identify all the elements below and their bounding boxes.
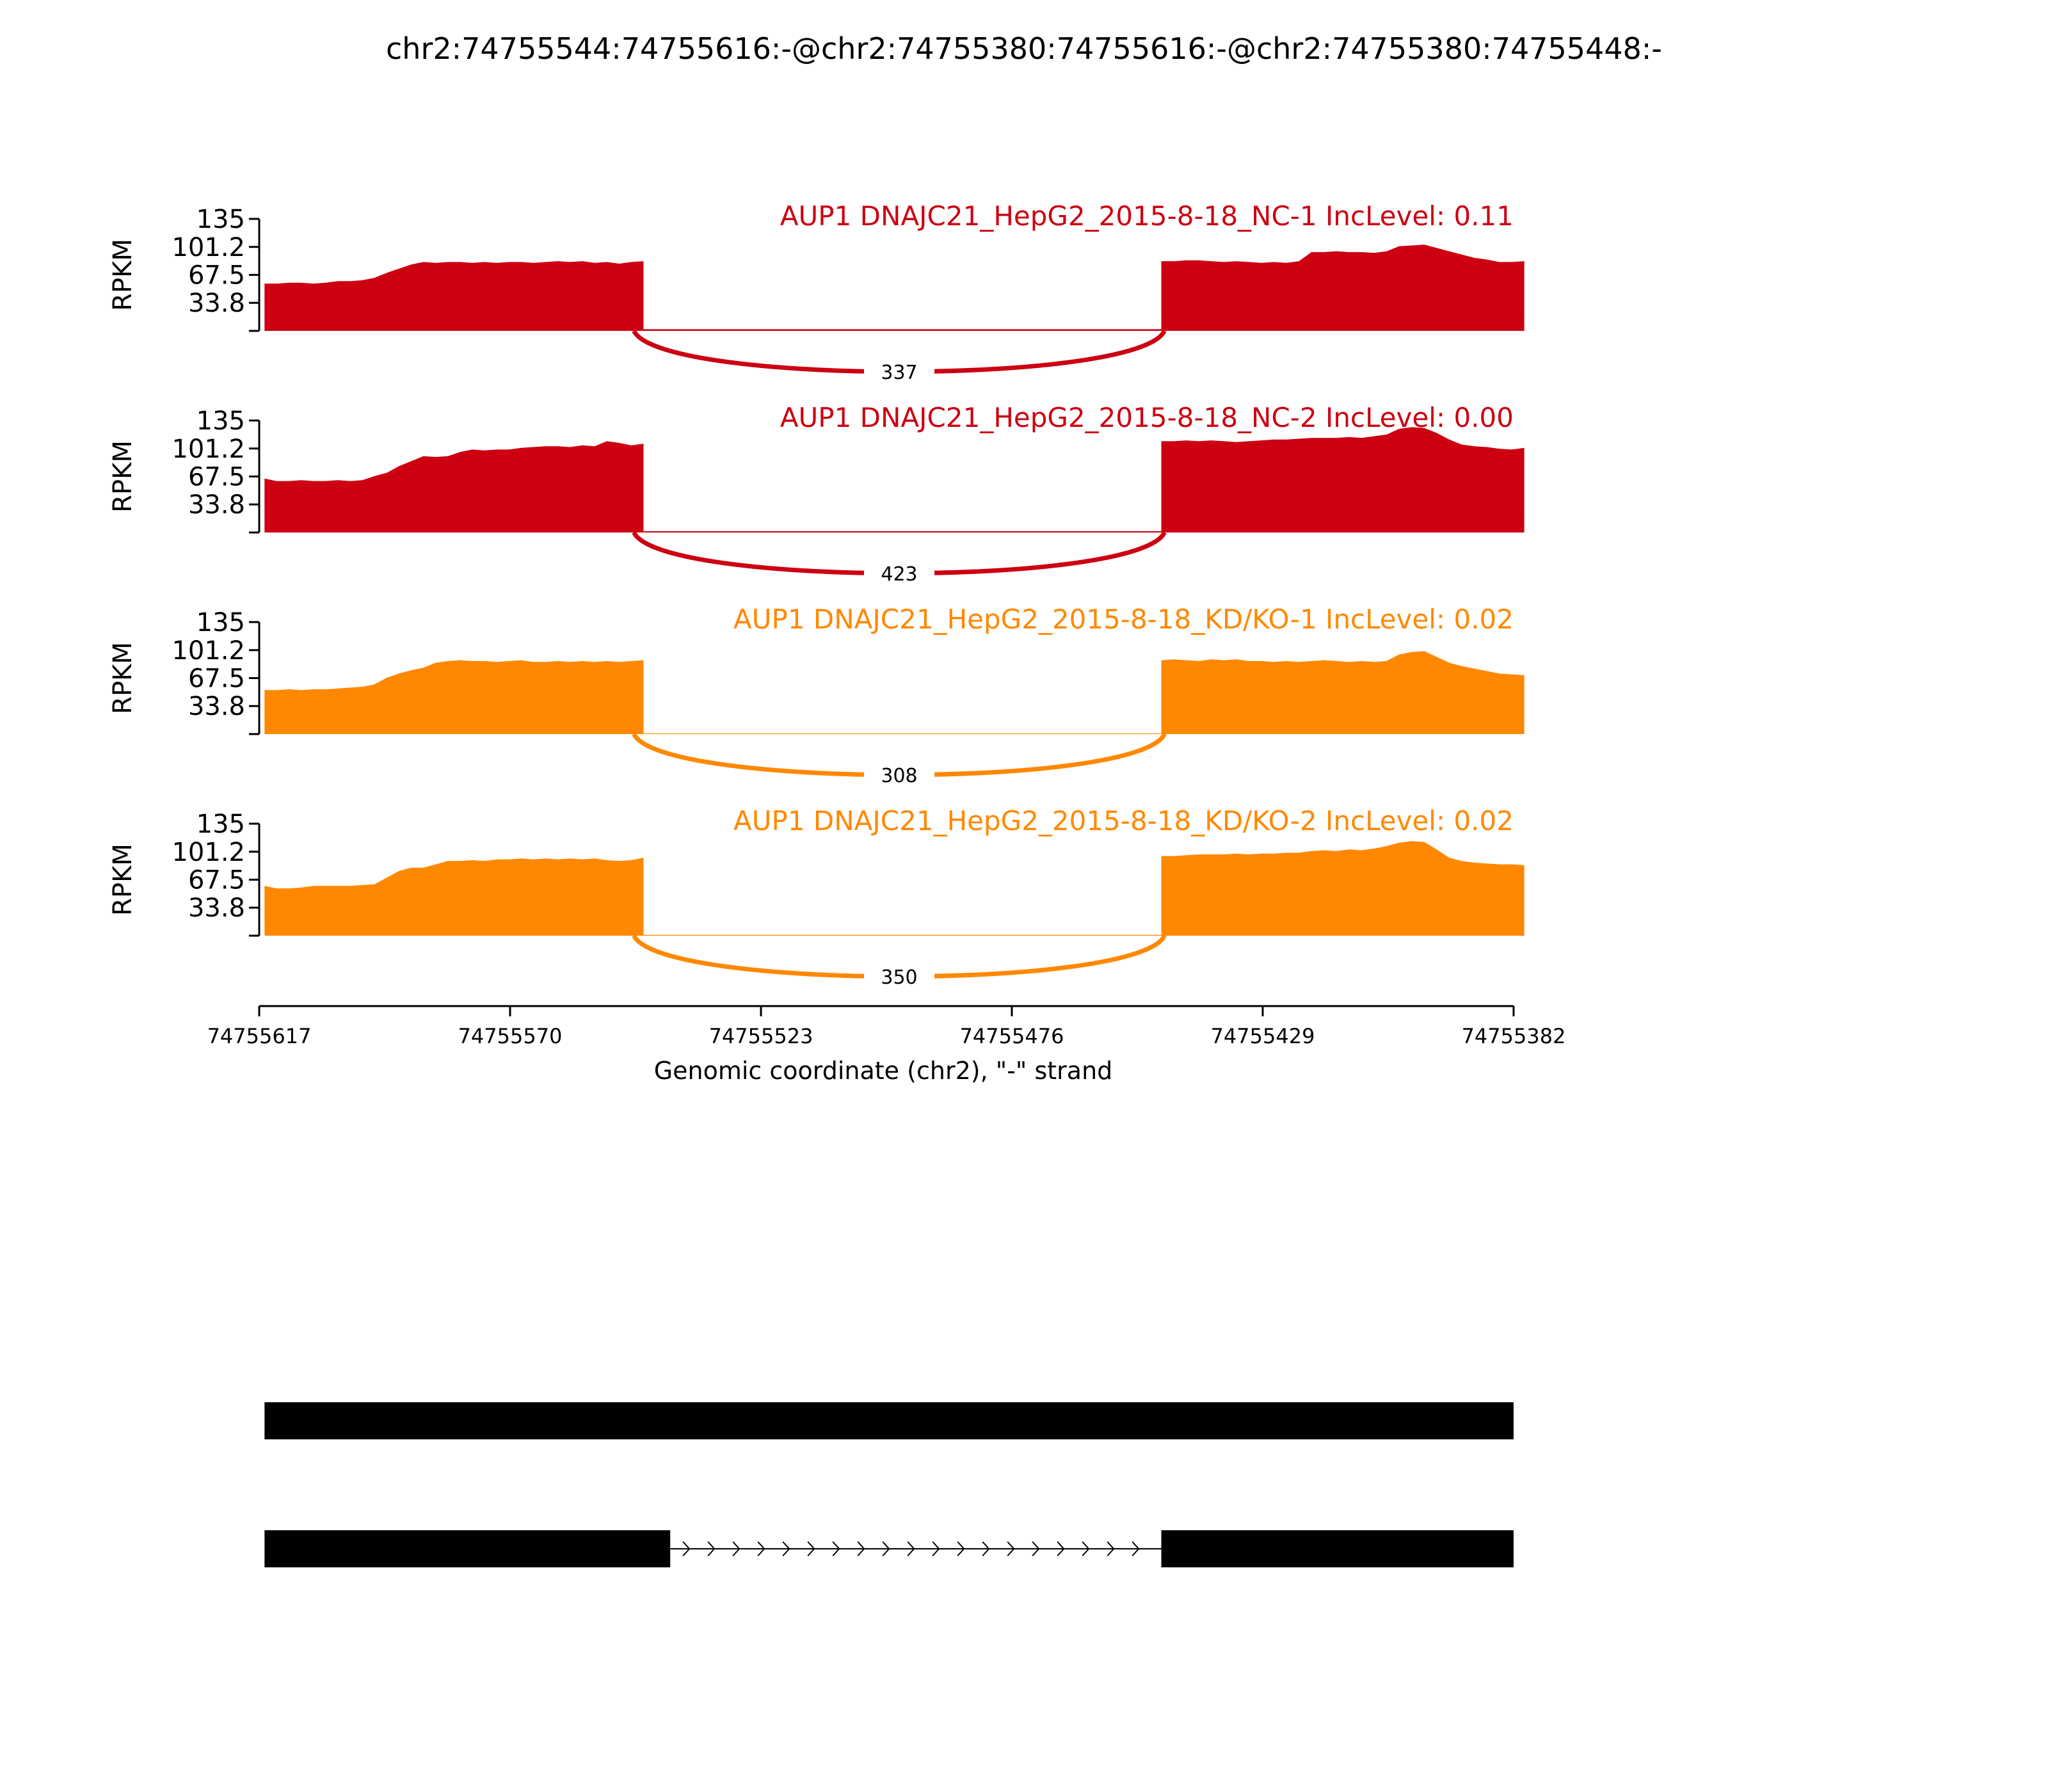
junction-count: 337 bbox=[881, 361, 918, 384]
chart-title: chr2:74755544:74755616:-@chr2:74755380:74755616:-@chr2:74755380:74755448:- bbox=[386, 31, 1662, 66]
exon1-coverage bbox=[264, 858, 643, 936]
y-axis-label: RPKM bbox=[108, 844, 138, 916]
y-tick-label: 135 bbox=[196, 608, 245, 637]
y-tick-label: 67.5 bbox=[188, 260, 245, 291]
exon1-coverage bbox=[264, 261, 643, 331]
junction-count: 350 bbox=[881, 966, 918, 989]
isoform-models bbox=[264, 1402, 1514, 1567]
y-tick-label: 33.8 bbox=[188, 893, 245, 924]
y-tick-label: 33.8 bbox=[188, 490, 245, 520]
y-tick-label: 101.2 bbox=[172, 636, 245, 666]
exon2-coverage bbox=[1162, 244, 1524, 331]
track-4 bbox=[108, 805, 1524, 991]
x-tick-label: 74755429 bbox=[1210, 1024, 1315, 1048]
intron-coverage bbox=[644, 733, 1162, 734]
y-tick-label: 33.8 bbox=[188, 289, 245, 319]
exon2-coverage bbox=[1162, 841, 1524, 936]
y-tick-label: 135 bbox=[196, 406, 245, 436]
x-tick-label: 74755570 bbox=[458, 1024, 563, 1048]
y-tick-label: 67.5 bbox=[188, 664, 245, 694]
exon-block bbox=[1162, 1530, 1514, 1567]
y-tick-label: 67.5 bbox=[188, 865, 245, 895]
junction-count: 308 bbox=[881, 764, 918, 787]
x-axis bbox=[207, 1006, 1566, 1048]
coverage-tracks bbox=[108, 200, 1524, 991]
track-label: AUP1 DNAJC21_HepG2_2015-8-18_NC-1 IncLevel: 0.11 bbox=[780, 200, 1514, 232]
track-label: AUP1 DNAJC21_HepG2_2015-8-18_KD/KO-1 IncLevel: 0.02 bbox=[733, 604, 1514, 635]
y-tick-label: 67.5 bbox=[188, 462, 245, 492]
track-3 bbox=[108, 604, 1524, 789]
y-axis-label: RPKM bbox=[108, 440, 138, 513]
intron-coverage bbox=[644, 935, 1162, 936]
y-tick-label: 101.2 bbox=[172, 837, 245, 867]
track-label: AUP1 DNAJC21_HepG2_2015-8-18_NC-2 IncLevel: 0.00 bbox=[780, 402, 1514, 433]
exon2-coverage bbox=[1162, 427, 1524, 532]
track-label: AUP1 DNAJC21_HepG2_2015-8-18_KD/KO-2 IncLevel: 0.02 bbox=[733, 805, 1514, 836]
x-axis-label: Genomic coordinate (chr2), "-" strand bbox=[653, 1057, 1113, 1085]
y-axis-label: RPKM bbox=[108, 239, 138, 311]
intron-coverage bbox=[644, 329, 1162, 331]
junction-count: 423 bbox=[881, 563, 918, 586]
isoform-1 bbox=[264, 1402, 1514, 1439]
x-tick-label: 74755476 bbox=[959, 1024, 1064, 1048]
exon1-coverage bbox=[264, 660, 643, 734]
y-tick-label: 33.8 bbox=[188, 692, 245, 722]
track-2 bbox=[108, 402, 1524, 588]
y-tick-label: 135 bbox=[196, 810, 245, 839]
exon-block bbox=[264, 1530, 670, 1567]
exon1-coverage bbox=[264, 441, 643, 532]
isoform-2 bbox=[264, 1530, 1514, 1567]
y-tick-label: 101.2 bbox=[172, 232, 245, 262]
exon2-coverage bbox=[1162, 651, 1524, 734]
y-tick-label: 135 bbox=[196, 205, 245, 234]
x-tick-label: 74755523 bbox=[708, 1024, 813, 1048]
x-tick-label: 74755382 bbox=[1461, 1024, 1566, 1048]
intron-coverage bbox=[644, 531, 1162, 532]
exon-block bbox=[264, 1402, 1514, 1439]
y-tick-label: 101.2 bbox=[172, 434, 245, 464]
y-axis-label: RPKM bbox=[108, 642, 138, 714]
x-tick-label: 74755617 bbox=[207, 1024, 312, 1048]
track-1 bbox=[108, 200, 1524, 386]
